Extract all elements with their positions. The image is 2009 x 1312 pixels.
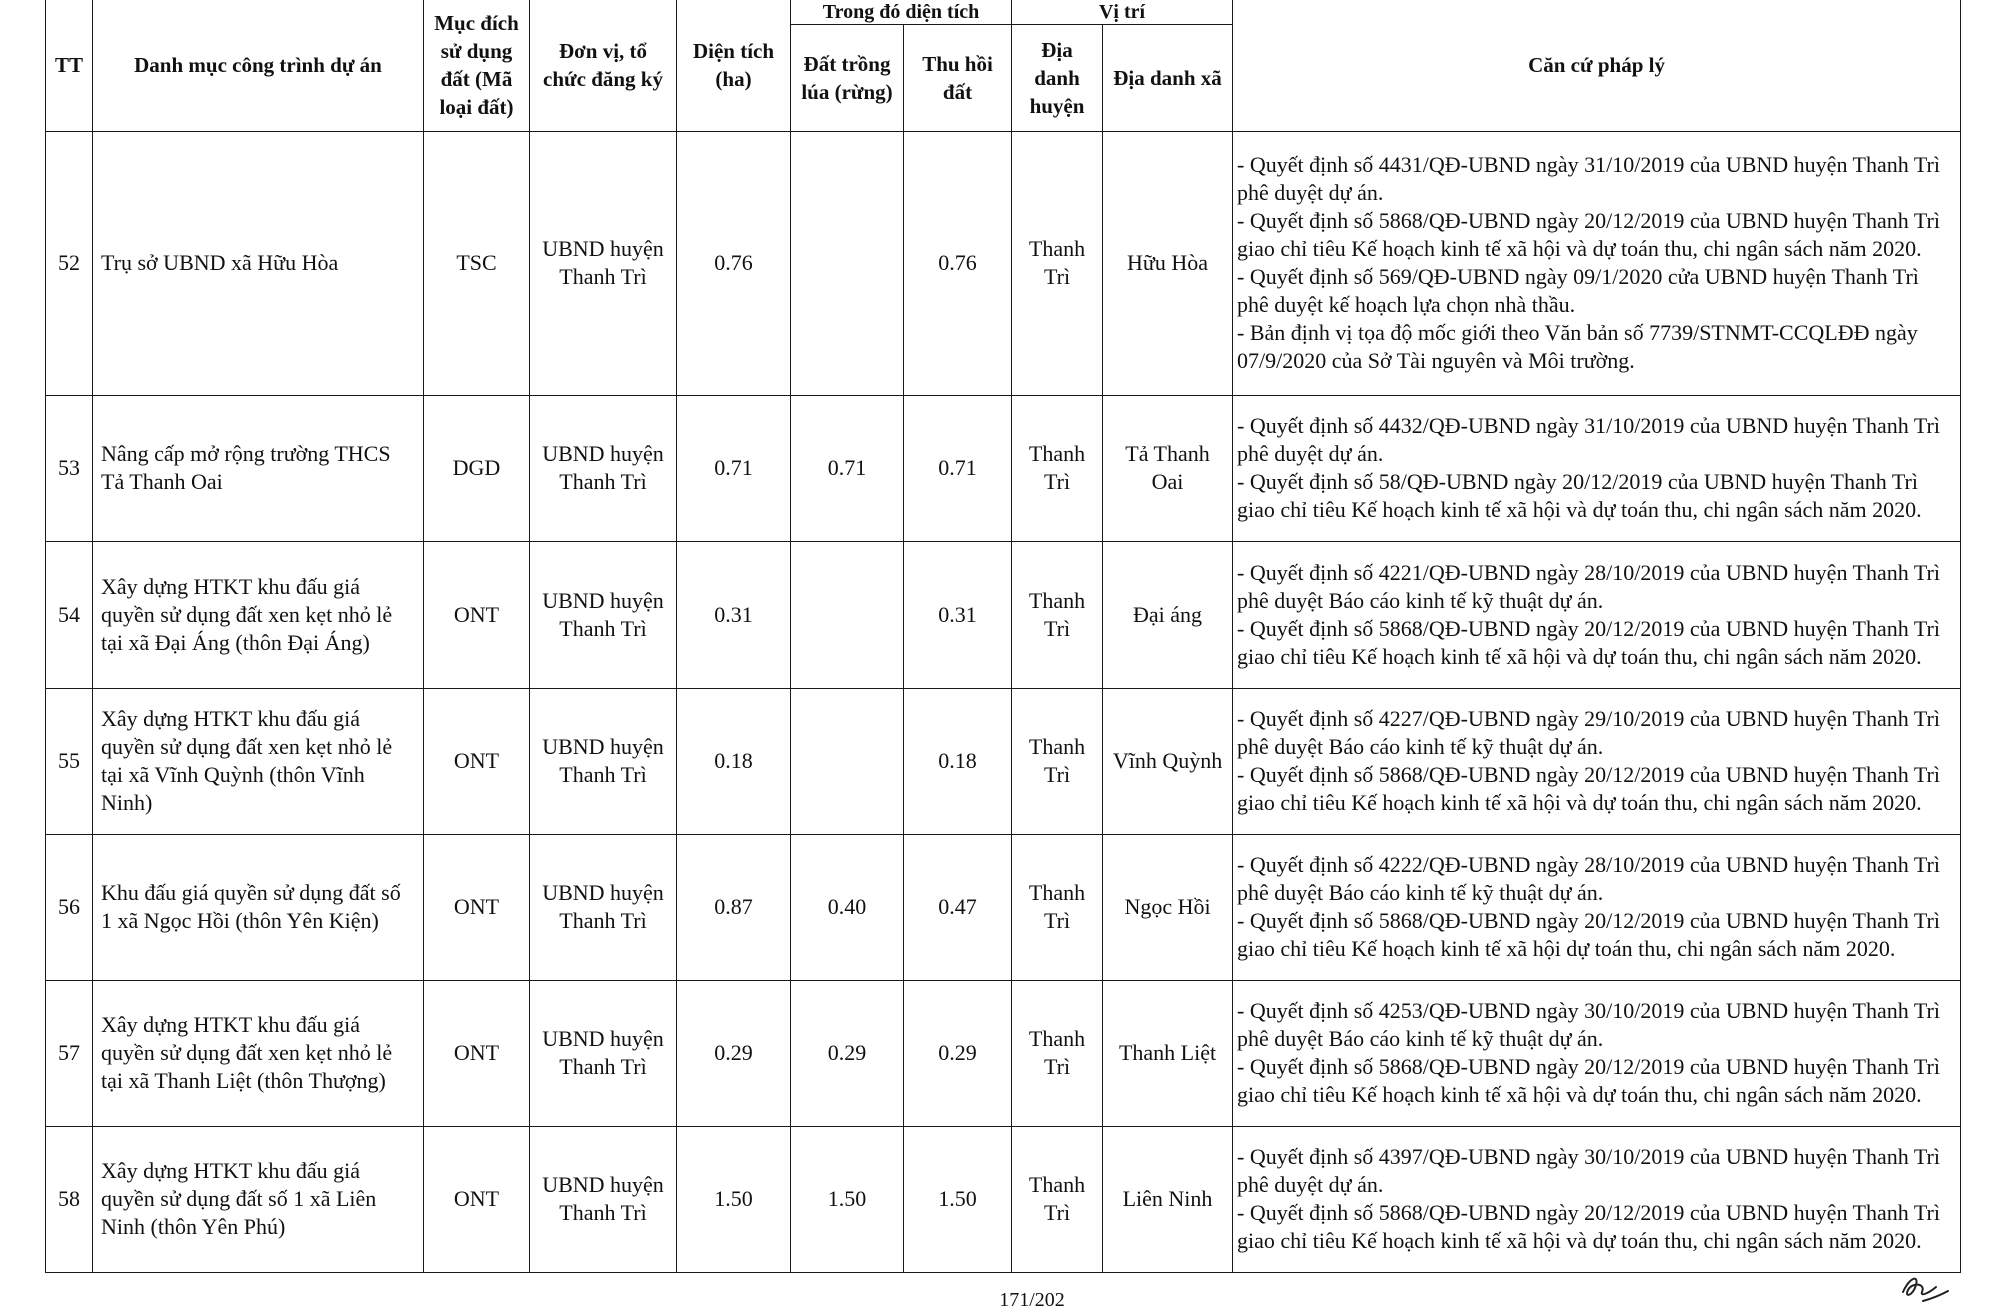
district: Thanh Trì <box>1012 834 1103 980</box>
header-district: Địa danh huyện <box>1012 24 1103 131</box>
legal-basis-item: - Quyết định số 4222/QĐ-UBND ngày 28/10/2019 của UBND huyện Thanh Trì phê duyệt Báo cáo kinh tế kỹ thuật dự án. <box>1237 852 1940 905</box>
legal-basis <box>1233 541 1961 688</box>
land-use-code: ONT <box>424 834 530 980</box>
legal-basis-item: - Quyết định số 4432/QĐ-UBND ngày 31/10/2019 của UBND huyện Thanh Trì phê duyệt dự án. <box>1237 413 1940 466</box>
initials-mark <box>1895 1262 1951 1306</box>
registrant: UBND huyện Thanh Trì <box>530 131 677 395</box>
area: 0.31 <box>677 541 791 688</box>
table-body <box>46 131 1961 1272</box>
area: 0.29 <box>677 980 791 1126</box>
rice-land-area <box>791 541 904 688</box>
district: Thanh Trì <box>1012 1126 1103 1272</box>
registrant: UBND huyện Thanh Trì <box>530 980 677 1126</box>
commune: Đại áng <box>1103 541 1233 688</box>
header-legal-basis: Căn cứ pháp lý <box>1233 0 1961 131</box>
commune: Tả Thanh Oai <box>1103 395 1233 541</box>
project-name: Khu đấu giá quyền sử dụng đất số 1 xã Ngọc Hồi (thôn Yên Kiện) <box>93 834 424 980</box>
legal-basis-item: - Quyết định số 5868/QĐ-UBND ngày 20/12/2019 của UBND huyện Thanh Trì giao chỉ tiêu Kế hoạch kinh tế xã hội và dự toán thu, chi ngân sách năm 2020. <box>1237 615 1940 669</box>
table-row <box>46 688 1961 834</box>
header-row <box>46 0 1961 24</box>
land-use-code: TSC <box>424 131 530 395</box>
district: Thanh Trì <box>1012 688 1103 834</box>
header-rice-land: Đất trồng lúa (rừng) <box>791 24 904 131</box>
header-tt: TT <box>46 0 93 131</box>
area: 1.50 <box>677 1126 791 1272</box>
area: 0.87 <box>677 834 791 980</box>
legal-basis <box>1233 1126 1961 1272</box>
recovered-area: 0.18 <box>904 688 1012 834</box>
recovered-area: 1.50 <box>904 1126 1012 1272</box>
recovered-area: 0.71 <box>904 395 1012 541</box>
legal-basis-item: - Quyết định số 5868/QĐ-UBND ngày 20/12/2019 của UBND huyện Thanh Trì giao chỉ tiêu Kế hoạch kinh tế xã hội và dự toán thu, chi ngân sách năm 2020. <box>1237 1054 1940 1107</box>
project-name: Nâng cấp mở rộng trường THCS Tả Thanh Oai <box>93 395 424 541</box>
header-commune: Địa danh xã <box>1103 24 1233 131</box>
header-registrant: Đơn vị, tổ chức đăng ký <box>530 0 677 131</box>
legal-basis-item: - Quyết định số 5868/QĐ-UBND ngày 20/12/2019 của UBND huyện Thanh Trì giao chỉ tiêu Kế hoạch kinh tế xã hội và dự toán thu, chi ngân sách năm 2020. <box>1237 762 1940 815</box>
project-table <box>45 0 1961 1273</box>
legal-basis-item: - Quyết định số 4221/QĐ-UBND ngày 28/10/2019 của UBND huyện Thanh Trì phê duyệt Báo cáo kinh tế kỹ thuật dự án. <box>1237 559 1940 613</box>
table-header <box>46 0 1961 131</box>
legal-basis-item: - Quyết định số 4397/QĐ-UBND ngày 30/10/2019 của UBND huyện Thanh Trì phê duyệt dự án. <box>1237 1144 1940 1197</box>
legal-basis-item: - Quyết định số 4431/QĐ-UBND ngày 31/10/2019 của UBND huyện Thanh Trì phê duyệt dự án. <box>1237 152 1940 205</box>
header-project: Danh mục công trình dự án <box>93 0 424 131</box>
legal-basis-item: - Quyết định số 4227/QĐ-UBND ngày 29/10/2019 của UBND huyện Thanh Trì phê duyệt Báo cáo kinh tế kỹ thuật dự án. <box>1237 706 1940 759</box>
commune: Hữu Hòa <box>1103 131 1233 395</box>
row-number: 55 <box>46 688 93 834</box>
registrant: UBND huyện Thanh Trì <box>530 688 677 834</box>
registrant: UBND huyện Thanh Trì <box>530 395 677 541</box>
legal-basis-item: - Quyết định số 569/QĐ-UBND ngày 09/1/2020 cửa UBND huyện Thanh Trì phê duyệt kế hoạch lựa chọn nhà thầu. <box>1237 264 1919 317</box>
table-row <box>46 541 1961 688</box>
recovered-area: 0.47 <box>904 834 1012 980</box>
recovered-area: 0.76 <box>904 131 1012 395</box>
project-name: Xây dựng HTKT khu đấu giá quyền sử dụng đất xen kẹt nhỏ lẻ tại xã Vĩnh Quỳnh (thôn Vĩnh Ninh) <box>93 688 424 834</box>
district: Thanh Trì <box>1012 541 1103 688</box>
area: 0.71 <box>677 395 791 541</box>
registrant: UBND huyện Thanh Trì <box>530 834 677 980</box>
commune: Ngọc Hồi <box>1103 834 1233 980</box>
commune: Thanh Liệt <box>1103 980 1233 1126</box>
rice-land-area <box>791 131 904 395</box>
header-recovered: Thu hồi đất <box>904 24 1012 131</box>
legal-basis <box>1233 834 1961 980</box>
row-number: 56 <box>46 834 93 980</box>
area: 0.18 <box>677 688 791 834</box>
legal-basis-item: - Quyết định số 4253/QĐ-UBND ngày 30/10/2019 của UBND huyện Thanh Trì phê duyệt Báo cáo kinh tế kỹ thuật dự án. <box>1237 998 1940 1051</box>
row-number: 57 <box>46 980 93 1126</box>
table-row <box>46 131 1961 395</box>
registrant: UBND huyện Thanh Trì <box>530 541 677 688</box>
land-use-code: DGD <box>424 395 530 541</box>
district: Thanh Trì <box>1012 395 1103 541</box>
page-number: 171/202 <box>999 1289 1065 1311</box>
project-name: Xây dựng HTKT khu đấu giá quyền sử dụng đất xen kẹt nhỏ lẻ tại xã Thanh Liệt (thôn Thượng) <box>93 980 424 1126</box>
commune: Vĩnh Quỳnh <box>1103 688 1233 834</box>
legal-basis-item: - Quyết định số 5868/QĐ-UBND ngày 20/12/2019 của UBND huyện Thanh Trì giao chỉ tiêu Kế hoạch kinh tế xã hội và dự toán thu, chi ngân sách năm 2020. <box>1237 1200 1940 1253</box>
district: Thanh Trì <box>1012 131 1103 395</box>
commune: Liên Ninh <box>1103 1126 1233 1272</box>
table-row <box>46 395 1961 541</box>
header-location: Vị trí <box>1012 0 1233 24</box>
legal-basis <box>1233 131 1961 395</box>
recovered-area: 0.31 <box>904 541 1012 688</box>
rice-land-area: 0.71 <box>791 395 904 541</box>
land-use-code: ONT <box>424 1126 530 1272</box>
row-number: 52 <box>46 131 93 395</box>
legal-basis-item: - Bản định vị tọa độ mốc giới theo Văn bản số 7739/STNMT-CCQLĐĐ ngày 07/9/2020 của Sở Tài nguyên và Môi trường. <box>1237 320 1918 373</box>
project-name: Xây dựng HTKT khu đấu giá quyền sử dụng đất số 1 xã Liên Ninh (thôn Yên Phú) <box>93 1126 424 1272</box>
table-row <box>46 1126 1961 1272</box>
land-use-code: ONT <box>424 541 530 688</box>
legal-basis <box>1233 688 1961 834</box>
legal-basis <box>1233 980 1961 1126</box>
project-name: Trụ sở UBND xã Hữu Hòa <box>93 131 424 395</box>
rice-land-area: 0.29 <box>791 980 904 1126</box>
project-name: Xây dựng HTKT khu đấu giá quyền sử dụng đất xen kẹt nhỏ lẻ tại xã Đại Áng (thôn Đại Áng) <box>93 541 424 688</box>
legal-basis-item: - Quyết định số 5868/QĐ-UBND ngày 20/12/2019 của UBND huyện Thanh Trì giao chỉ tiêu Kế hoạch kinh tế xã hội dự toán thu, chi ngân sách năm 2020. <box>1237 908 1940 961</box>
row-number: 54 <box>46 541 93 688</box>
legal-basis <box>1233 395 1961 541</box>
rice-land-area <box>791 688 904 834</box>
land-use-code: ONT <box>424 980 530 1126</box>
row-number: 58 <box>46 1126 93 1272</box>
header-area: Diện tích (ha) <box>677 0 791 131</box>
row-number: 53 <box>46 395 93 541</box>
area: 0.76 <box>677 131 791 395</box>
header-area-breakdown: Trong đó diện tích <box>791 0 1012 24</box>
legal-basis-item: - Quyết định số 58/QĐ-UBND ngày 20/12/2019 của UBND huyện Thanh Trì giao chỉ tiêu Kế hoạch kinh tế xã hội và dự toán thu, chi ngân sách năm 2020. <box>1237 469 1922 522</box>
land-use-code: ONT <box>424 688 530 834</box>
recovered-area: 0.29 <box>904 980 1012 1126</box>
legal-basis-item: - Quyết định số 5868/QĐ-UBND ngày 20/12/2019 của UBND huyện Thanh Trì giao chỉ tiêu Kế hoạch kinh tế xã hội và dự toán thu, chi ngân sách năm 2020. <box>1237 208 1940 261</box>
rice-land-area: 1.50 <box>791 1126 904 1272</box>
registrant: UBND huyện Thanh Trì <box>530 1126 677 1272</box>
district: Thanh Trì <box>1012 980 1103 1126</box>
table-row <box>46 980 1961 1126</box>
rice-land-area: 0.40 <box>791 834 904 980</box>
header-land-use: Mục đích sử dụng đất (Mã loại đất) <box>424 0 530 131</box>
table-row <box>46 834 1961 980</box>
